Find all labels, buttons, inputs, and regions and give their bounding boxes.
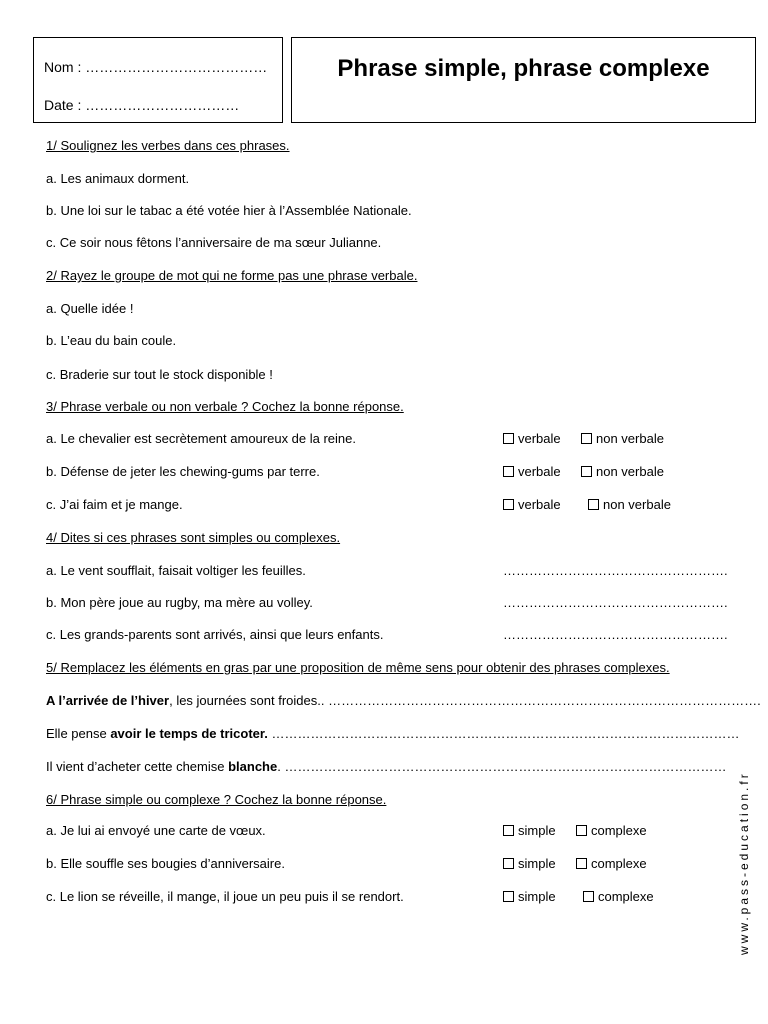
title-box — [291, 37, 756, 123]
q2-item-b: b. L’eau du bain coule. — [46, 333, 177, 348]
checkbox-icon — [503, 825, 514, 836]
q3-a-non-verbale-checkbox[interactable]: non verbale — [581, 431, 664, 446]
q1-item-a: a. Les animaux dorment. — [46, 171, 190, 186]
q5-heading: 5/ Remplacez les éléments en gras par une proposition de même sens pour obtenir des phrases complexes. — [46, 660, 670, 675]
checkbox-icon — [503, 858, 514, 869]
q4-item-c: c. Les grands-parents sont arrivés, ainsi que leurs enfants. — [46, 627, 384, 642]
q1-item-c: c. Ce soir nous fêtons l’anniversaire de ma sœur Julianne. — [46, 235, 382, 250]
checkbox-icon — [581, 466, 592, 477]
q6-a-complexe-checkbox[interactable]: complexe — [576, 823, 647, 838]
q2-heading: 2/ Rayez le groupe de mot qui ne forme pas une phrase verbale. — [46, 268, 418, 283]
checkbox-icon — [503, 466, 514, 477]
checkbox-icon — [503, 891, 514, 902]
checkbox-icon — [576, 825, 587, 836]
q6-item-b: b. Elle souffle ses bougies d’anniversaire. — [46, 856, 285, 871]
q6-item-c: c. Le lion se réveille, il mange, il joue un peu puis il se rendort. — [46, 889, 404, 904]
q4-item-b: b. Mon père joue au rugby, ma mère au volley. — [46, 595, 313, 610]
checkbox-icon — [588, 499, 599, 510]
q6-c-simple-checkbox[interactable]: simple — [503, 889, 556, 904]
q3-heading: 3/ Phrase verbale ou non verbale ? Cochez la bonne réponse. — [46, 399, 404, 414]
q4-c-answer-field[interactable]: ……………………………………………. — [503, 627, 728, 642]
q6-item-a: a. Je lui ai envoyé une carte de vœux. — [46, 823, 266, 838]
q5-sentence-3[interactable]: Il vient d’acheter cette chemise blanche. ………………………………………………………………………………………… — [46, 759, 727, 774]
q3-item-b: b. Défense de jeter les chewing-gums par terre. — [46, 464, 320, 479]
q6-b-simple-checkbox[interactable]: simple — [503, 856, 556, 871]
q4-heading: 4/ Dites si ces phrases sont simples ou complexes. — [46, 530, 341, 545]
q5-sentence-2[interactable]: Elle pense avoir le temps de tricoter. ……………………………………………………………………………………………… — [46, 726, 740, 741]
q4-a-answer-field[interactable]: ……………………………………………. — [503, 563, 728, 578]
q3-b-verbale-checkbox[interactable]: verbale — [503, 464, 561, 479]
checkbox-icon — [503, 499, 514, 510]
checkbox-icon — [576, 858, 587, 869]
q3-item-a: a. Le chevalier est secrètement amoureux de la reine. — [46, 431, 357, 446]
page-title: Phrase simple, phrase complexe — [337, 55, 710, 82]
q6-heading: 6/ Phrase simple ou complexe ? Cochez la bonne réponse. — [46, 792, 387, 807]
q2-item-c: c. Braderie sur tout le stock disponible ! — [46, 367, 273, 382]
q6-c-complexe-checkbox[interactable]: complexe — [583, 889, 654, 904]
checkbox-icon — [581, 433, 592, 444]
q3-a-verbale-checkbox[interactable]: verbale — [503, 431, 561, 446]
date-field[interactable]: Date : …………………………… — [44, 97, 240, 113]
q1-item-b: b. Une loi sur le tabac a été votée hier à l’Assemblée Nationale. — [46, 203, 412, 218]
q6-b-complexe-checkbox[interactable]: complexe — [576, 856, 647, 871]
nom-field[interactable]: Nom : ………………………………… — [44, 59, 268, 75]
q3-b-non-verbale-checkbox[interactable]: non verbale — [581, 464, 664, 479]
website-footer: www.pass-education.fr — [737, 771, 751, 955]
q3-c-non-verbale-checkbox[interactable]: non verbale — [588, 497, 671, 512]
checkbox-icon — [583, 891, 594, 902]
q1-heading: 1/ Soulignez les verbes dans ces phrases. — [46, 138, 290, 153]
q4-item-a: a. Le vent soufflait, faisait voltiger les feuilles. — [46, 563, 306, 578]
q5-sentence-1[interactable]: A l’arrivée de l’hiver, les journées sont froides.. ………………………………………………………………………………………. — [46, 693, 761, 708]
checkbox-icon — [503, 433, 514, 444]
q3-item-c: c. J’ai faim et je mange. — [46, 497, 183, 512]
q6-a-simple-checkbox[interactable]: simple — [503, 823, 556, 838]
q4-b-answer-field[interactable]: ……………………………………………. — [503, 595, 728, 610]
q2-item-a: a. Quelle idée ! — [46, 301, 134, 316]
name-date-box — [33, 37, 283, 123]
q3-c-verbale-checkbox[interactable]: verbale — [503, 497, 561, 512]
